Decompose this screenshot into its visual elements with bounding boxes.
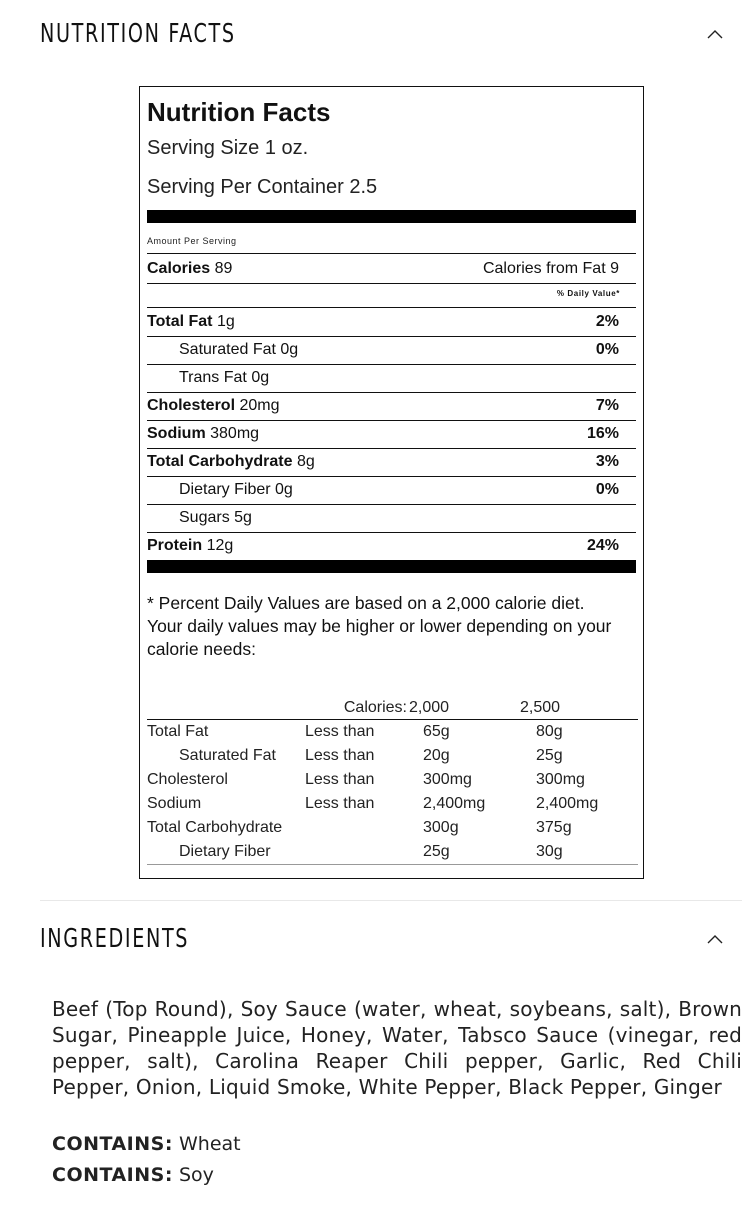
nutrient-name: Total Fat bbox=[147, 313, 213, 330]
chevron-up-icon[interactable] bbox=[704, 23, 726, 45]
dietary-fiber-row bbox=[147, 476, 636, 504]
nutrient-amount: 20mg bbox=[239, 397, 280, 414]
sugars-row bbox=[147, 504, 636, 532]
label-title: Nutrition Facts bbox=[147, 97, 331, 127]
dv-nutrient: Sodium bbox=[147, 795, 202, 812]
nutrient-pct: 16% bbox=[586, 425, 619, 442]
allergen: Wheat bbox=[179, 1133, 241, 1155]
calories-label: Calories bbox=[147, 260, 211, 277]
thick-divider bbox=[147, 560, 636, 573]
ingredients-header[interactable] bbox=[40, 921, 726, 957]
daily-value-table bbox=[147, 697, 638, 865]
dv-row bbox=[147, 792, 638, 816]
dv-2500: 30g bbox=[520, 840, 638, 865]
dv-2000: 65g bbox=[423, 723, 450, 740]
calories-from-fat: Calories from Fat 9 bbox=[482, 260, 619, 277]
dv-2500: 2,400mg bbox=[536, 795, 599, 812]
nutrition-label bbox=[139, 86, 644, 879]
nutrient-name: Dietary Fiber 0g bbox=[179, 481, 293, 498]
calories-value: 89 bbox=[214, 260, 233, 277]
dv-header-row bbox=[147, 697, 638, 720]
cholesterol-row bbox=[147, 392, 636, 420]
nutrient-name: Trans Fat 0g bbox=[179, 369, 270, 386]
dv-row bbox=[147, 768, 638, 792]
section-divider bbox=[40, 900, 742, 901]
rule bbox=[147, 253, 636, 254]
dv-2000: 300mg bbox=[423, 771, 472, 788]
nutrient-name: Protein bbox=[147, 537, 203, 554]
trans-fat-row bbox=[147, 364, 636, 392]
nutrient-pct: 0% bbox=[595, 481, 619, 498]
protein-row bbox=[147, 532, 636, 560]
servings-per-container: Serving Per Container 2.5 bbox=[147, 176, 378, 198]
dv-row bbox=[147, 840, 638, 865]
dv-2000: 25g bbox=[407, 840, 520, 865]
dv-2500: 25g bbox=[536, 747, 563, 764]
nutrient-pct: 3% bbox=[595, 453, 619, 470]
dv-row bbox=[147, 720, 638, 745]
dv-nutrient: Total Carbohydrate bbox=[147, 819, 283, 836]
nutrient-pct: 2% bbox=[595, 313, 619, 330]
nutrient-name: Saturated Fat 0g bbox=[179, 341, 299, 358]
nutrient-amount: 380mg bbox=[210, 425, 260, 442]
dv-row bbox=[147, 744, 638, 768]
total-fat-row bbox=[147, 308, 636, 336]
daily-value-footnote: * Percent Daily Values are based on a 2,000 calorie diet. Your daily values may be higher or lower depending on your calorie needs: bbox=[147, 593, 612, 659]
nutrient-amount: 8g bbox=[296, 453, 315, 470]
dv-qualifier: Less than bbox=[305, 795, 375, 812]
nutrient-pct: 24% bbox=[586, 537, 619, 554]
dv-nutrient: Total Fat bbox=[147, 723, 209, 740]
ingredients-text: Beef (Top Round), Soy Sauce (water, wheat, soybeans, salt), Brown Sugar, Pineapple Juice, Honey, Water, Tabsco Sauce (vinegar, red pepper, salt), Carolina Reaper Chili pepper, Garlic, Red Chili Pepper, Onion, Liquid Smoke, White Pepper, Black Pepper, Ginger bbox=[52, 997, 742, 1099]
dv-nutrient: Saturated Fat bbox=[179, 747, 276, 764]
contains-label: CONTAINS: bbox=[52, 1133, 173, 1155]
nutrient-name: Total Carbohydrate bbox=[147, 453, 293, 470]
nutrient-amount: 12g bbox=[206, 537, 234, 554]
serving-size: Serving Size 1 oz. bbox=[147, 137, 309, 159]
nutrient-name: Sodium bbox=[147, 425, 206, 442]
dv-2000: 20g bbox=[423, 747, 450, 764]
nutrient-name: Sugars 5g bbox=[179, 509, 252, 526]
ingredients-title: INGREDIENTS bbox=[40, 924, 190, 954]
sodium-row bbox=[147, 420, 636, 448]
dv-nutrient: Cholesterol bbox=[147, 771, 228, 788]
dv-2000: 2,400mg bbox=[423, 795, 486, 812]
dv-2500: 375g bbox=[536, 819, 572, 836]
nutrient-amount: 1g bbox=[216, 313, 235, 330]
dv-2500: 80g bbox=[536, 723, 563, 740]
dv-qualifier bbox=[289, 816, 407, 840]
dv-2000: 300g bbox=[423, 819, 459, 836]
dv-qualifier: Less than bbox=[305, 771, 375, 788]
contains-label: CONTAINS: bbox=[52, 1164, 173, 1186]
dv-header-2000: 2,000 bbox=[409, 699, 450, 716]
total-carbohydrate-row bbox=[147, 448, 636, 476]
nutrient-name: Cholesterol bbox=[147, 397, 236, 414]
nutrition-facts-title: NUTRITION FACTS bbox=[40, 19, 236, 49]
dv-nutrient: Dietary Fiber bbox=[147, 840, 289, 865]
rule bbox=[147, 283, 636, 284]
nutrient-pct: 7% bbox=[595, 397, 619, 414]
dv-header-2500: 2,500 bbox=[520, 699, 561, 716]
dv-2500: 300mg bbox=[536, 771, 585, 788]
amount-per-serving: Amount Per Serving bbox=[147, 236, 237, 246]
dv-row bbox=[147, 816, 638, 840]
contains-wheat bbox=[52, 1133, 241, 1155]
daily-value-header: % Daily Value* bbox=[556, 289, 620, 298]
dv-qualifier: Less than bbox=[305, 723, 375, 740]
dv-qualifier bbox=[289, 840, 407, 865]
nutrient-pct: 0% bbox=[595, 341, 619, 358]
contains-soy bbox=[52, 1164, 214, 1186]
saturated-fat-row bbox=[147, 336, 636, 364]
calories-row bbox=[147, 255, 636, 283]
dv-qualifier: Less than bbox=[305, 747, 375, 764]
thick-divider bbox=[147, 210, 636, 223]
nutrition-facts-header[interactable] bbox=[40, 16, 726, 52]
dv-header-calories: Calories: bbox=[343, 699, 407, 716]
chevron-up-icon[interactable] bbox=[704, 928, 726, 950]
allergen: Soy bbox=[179, 1164, 214, 1186]
